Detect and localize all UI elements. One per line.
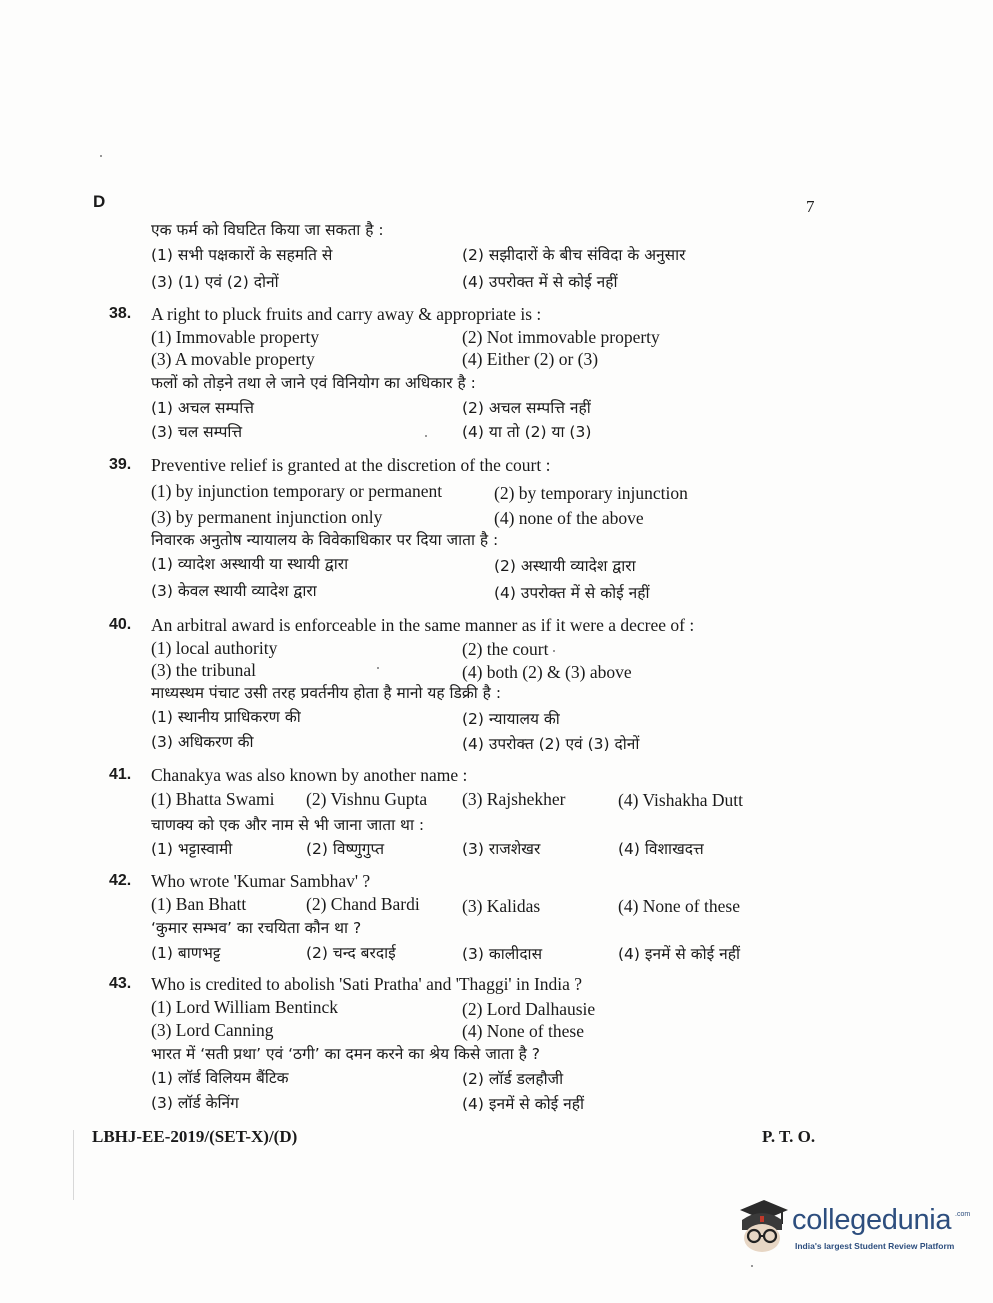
hi-option-1: (1) लॉर्ड विलियम बैंटिक — [151, 1069, 289, 1087]
en-option-3: (3) the tribunal — [151, 660, 256, 680]
hi-option-4: (4) विशाखदत्त — [618, 840, 704, 858]
hi-option-3: (3) अधिकरण की — [151, 733, 254, 751]
question-number: 40. — [109, 616, 132, 633]
q37-hi-option-3: (3) (1) एवं (2) दोनों — [151, 273, 279, 291]
question-hi-stem: माध्यस्थम पंचाट उसी तरह प्रवर्तनीय होता है मानो यह डिक्री है : — [151, 684, 502, 702]
hi-option-4: (4) इनमें से कोई नहीं — [462, 1095, 585, 1113]
en-option-4: (4) Vishakha Dutt — [618, 790, 743, 810]
hi-option-4: (4) इनमें से कोई नहीं — [618, 945, 741, 963]
hi-option-4: (4) उपरोक्त में से कोई नहीं — [494, 584, 650, 602]
hi-option-1: (1) बाणभट्ट — [151, 944, 221, 962]
question-hi-stem: फलों को तोड़ने तथा ले जाने एवं विनियोग का अधिकार है : — [151, 374, 476, 392]
en-option-4: (4) None of these — [618, 896, 740, 916]
question-number: 39. — [109, 456, 132, 473]
question-en-stem: A right to pluck fruits and carry away & appropriate is : — [151, 304, 542, 324]
en-option-3: (3) Lord Canning — [151, 1020, 274, 1040]
logo-tagline: India's largest Student Review Platform — [795, 1241, 955, 1251]
logo-wordmark: collegedunia — [792, 1204, 952, 1236]
question-en-stem: Who wrote 'Kumar Sambhav' ? — [151, 871, 371, 891]
question-en-stem: Preventive relief is granted at the discretion of the court : — [151, 455, 551, 475]
q37-hi-option-2: (2) सझीदारों के बीच संविदा के अनुसार — [462, 246, 686, 264]
scan-margin-line — [73, 1130, 74, 1200]
hi-option-2: (2) अचल सम्पत्ति नहीं — [462, 399, 591, 417]
question-en-stem: Who is credited to abolish 'Sati Pratha' and 'Thaggi' in India ? — [151, 974, 583, 994]
hi-option-3: (3) लॉर्ड केनिंग — [151, 1094, 239, 1112]
question-hi-stem: ‘कुमार सम्भव’ का रचयिता कौन था ? — [151, 919, 362, 937]
en-option-2: (2) by temporary injunction — [494, 483, 688, 503]
scan-speck — [377, 667, 379, 669]
pto-label: P. T. O. — [762, 1127, 816, 1146]
hi-option-1: (1) स्थानीय प्राधिकरण की — [151, 708, 301, 726]
en-option-2: (2) Chand Bardi — [306, 894, 420, 914]
en-option-1: (1) Ban Bhatt — [151, 894, 247, 914]
question-hi-stem: चाणक्य को एक और नाम से भी जाना जाता था : — [151, 816, 425, 834]
en-option-3: (3) Kalidas — [462, 896, 541, 916]
logo-domain-suffix: .com — [955, 1211, 971, 1218]
en-option-2: (2) Lord Dalhausie — [462, 999, 596, 1019]
paper-code: LBHJ-EE-2019/(SET-X)/(D) — [92, 1127, 298, 1146]
en-option-2: (2) the court — [462, 639, 549, 659]
hi-option-3: (3) चल सम्पत्ति — [151, 423, 243, 441]
hi-option-1: (1) अचल सम्पत्ति — [151, 399, 254, 417]
question-number: 43. — [109, 975, 132, 992]
en-option-4: (4) none of the above — [494, 508, 644, 528]
scan-speck — [100, 155, 102, 157]
question-en-stem: An arbitral award is enforceable in the same manner as if it were a decree of : — [151, 615, 695, 635]
hi-option-4: (4) उपरोक्त (2) एवं (3) दोनों — [462, 735, 640, 753]
hi-option-3: (3) कालीदास — [462, 945, 543, 963]
en-option-2: (2) Vishnu Gupta — [306, 789, 428, 809]
question-number: 42. — [109, 872, 132, 889]
q37-hi-stem: एक फर्म को विघटित किया जा सकता है : — [151, 221, 384, 239]
scan-speck — [553, 650, 555, 652]
hi-option-1: (1) व्यादेश अस्थायी या स्थायी द्वारा — [151, 555, 349, 573]
question-hi-stem: भारत में ‘सती प्रथा’ एवं ‘ठगी’ का दमन करने का श्रेय किसे जाता है ? — [151, 1045, 541, 1063]
set-code: D — [93, 192, 106, 211]
question-number: 41. — [109, 766, 132, 783]
hi-option-2: (2) न्यायालय की — [462, 710, 560, 728]
en-option-3: (3) Rajshekher — [462, 789, 566, 809]
question-en-stem: Chanakya was also known by another name : — [151, 765, 468, 785]
scan-speck — [425, 435, 427, 437]
hi-option-4: (4) या तो (2) या (3) — [462, 423, 592, 441]
hi-option-2: (2) विष्णुगुप्त — [306, 840, 385, 858]
question-number: 38. — [109, 305, 132, 322]
en-option-4: (4) both (2) & (3) above — [462, 662, 632, 682]
question-hi-stem: निवारक अनुतोष न्यायालय के विवेकाधिकार पर दिया जाता है : — [151, 531, 499, 549]
mascot-icon — [732, 1194, 792, 1256]
en-option-3: (3) A movable property — [151, 349, 315, 369]
scan-speck — [751, 1265, 753, 1267]
en-option-2: (2) Not immovable property — [462, 327, 660, 347]
q37-hi-option-4: (4) उपरोक्त में से कोई नहीं — [462, 273, 618, 291]
en-option-1: (1) by injunction temporary or permanent — [151, 481, 443, 501]
collegedunia-logo — [732, 1194, 971, 1256]
en-option-1: (1) Bhatta Swami — [151, 789, 275, 809]
q37-hi-option-1: (1) सभी पक्षकारों के सहमति से — [151, 246, 333, 264]
en-option-3: (3) by permanent injunction only — [151, 507, 383, 527]
en-option-1: (1) Lord William Bentinck — [151, 997, 339, 1017]
hi-option-2: (2) लॉर्ड डलहौजी — [462, 1070, 564, 1088]
en-option-1: (1) local authority — [151, 638, 278, 658]
hi-option-2: (2) चन्द बरदाई — [306, 944, 396, 962]
hi-option-1: (1) भट्टास्वामी — [151, 840, 233, 858]
en-option-4: (4) Either (2) or (3) — [462, 349, 599, 369]
en-option-4: (4) None of these — [462, 1021, 584, 1041]
page-number: 7 — [806, 197, 815, 216]
hi-option-2: (2) अस्थायी व्यादेश द्वारा — [494, 557, 636, 575]
hi-option-3: (3) केवल स्थायी व्यादेश द्वारा — [151, 582, 317, 600]
hi-option-3: (3) राजशेखर — [462, 840, 541, 858]
en-option-1: (1) Immovable property — [151, 327, 320, 347]
